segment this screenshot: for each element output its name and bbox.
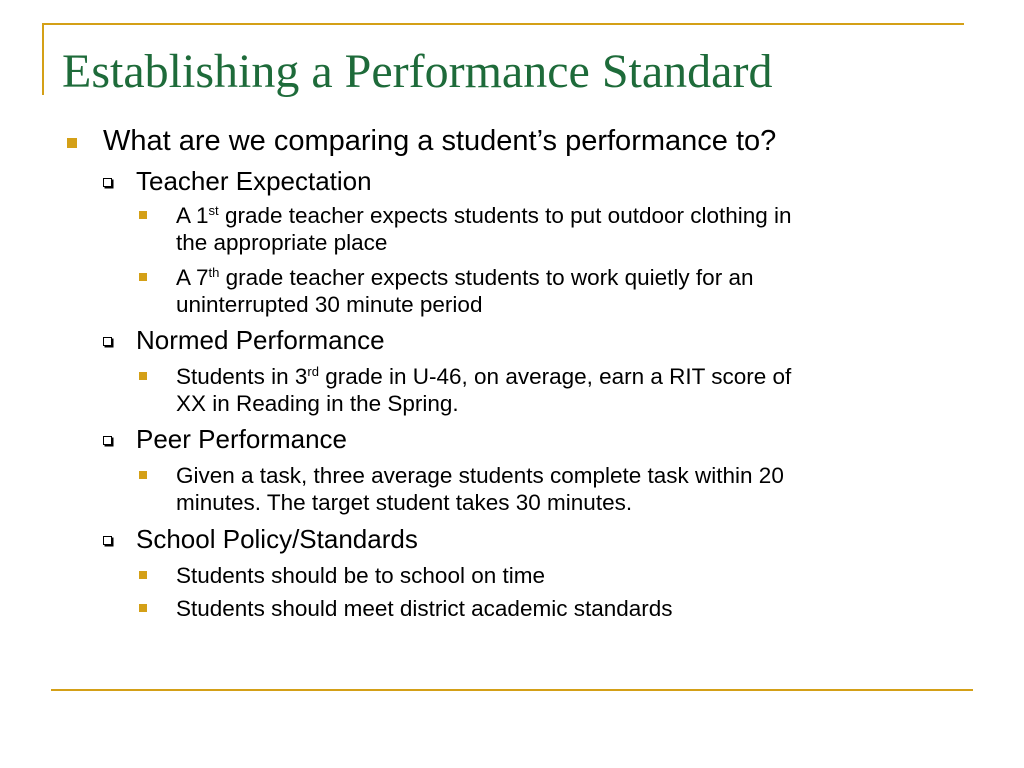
peer-performance-heading: Peer Performance	[136, 424, 347, 454]
filled-square-icon	[139, 471, 147, 479]
school-policy-heading: School Policy/Standards	[136, 524, 418, 554]
teacher-example-1	[176, 202, 792, 229]
filled-square-icon	[139, 273, 147, 281]
hollow-square-icon	[103, 178, 112, 187]
teacher-example-2	[176, 264, 753, 291]
slide-title: Establishing a Performance Standard	[62, 45, 773, 98]
teacher-example-2-line1: grade teacher expects students to work quietly for an	[219, 265, 754, 290]
teacher-example-1-ordinal: st	[208, 202, 219, 218]
top-rule	[42, 23, 964, 25]
filled-square-icon	[139, 604, 147, 612]
normed-example-1-prefix: Students in 3	[176, 364, 308, 389]
policy-example-2: Students should meet district academic standards	[176, 596, 673, 621]
teacher-example-2-line2: uninterrupted 30 minute period	[176, 292, 483, 317]
teacher-example-1-line1: grade teacher expects students to put outdoor clothing in	[218, 203, 792, 228]
left-rule	[42, 23, 44, 95]
normed-example-1-line2: XX in Reading in the Spring.	[176, 391, 459, 416]
filled-square-icon	[139, 372, 147, 380]
teacher-expectation-heading: Teacher Expectation	[136, 166, 372, 196]
policy-example-1: Students should be to school on time	[176, 563, 545, 588]
filled-square-icon	[139, 211, 147, 219]
teacher-example-2-ordinal: th	[208, 264, 220, 280]
hollow-square-icon	[103, 436, 112, 445]
normed-example-1-ordinal: rd	[307, 363, 319, 379]
peer-example-1: Given a task, three average students complete task within 20	[176, 463, 784, 488]
normed-performance-heading: Normed Performance	[136, 325, 385, 355]
teacher-example-1-line2: the appropriate place	[176, 230, 388, 255]
normed-example-1-line1: grade in U-46, on average, earn a RIT score of	[318, 364, 792, 389]
normed-example-1	[176, 363, 791, 390]
bottom-rule	[51, 689, 973, 691]
hollow-square-icon	[103, 337, 112, 346]
teacher-example-1-prefix: A 1	[176, 203, 209, 228]
filled-square-icon	[139, 571, 147, 579]
teacher-example-2-prefix: A 7	[176, 265, 209, 290]
filled-square-icon	[67, 138, 77, 148]
peer-example-1-line2: minutes. The target student takes 30 minutes.	[176, 490, 633, 515]
hollow-square-icon	[103, 536, 112, 545]
main-point: What are we comparing a student’s performance to?	[103, 125, 777, 157]
